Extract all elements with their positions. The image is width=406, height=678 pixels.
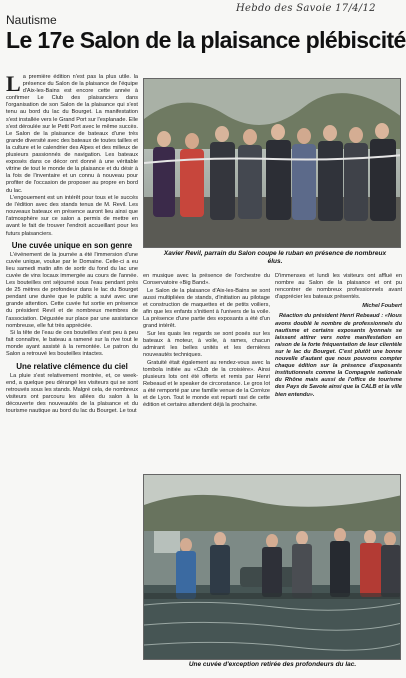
paragraph: Si la tête de l'eau de ces bouteilles s'est peu à peu fait connaître, le bateau a ramené sur la rive tout le monde ayant assisté à la remontée. Le patron du Salon a retrouvé les bouteilles intactes.	[6, 330, 138, 358]
author-signature: Michel Foubert	[362, 303, 402, 310]
paragraph: Gratuité était également au rendez-vous avec la tombola initiée au «Club de la croisière». Ainsi plusieurs lots ont été offerts et remis par Henri Rebeaud et le speaker de circonstance. Le gros lot a été remporté par une famille venue de la Corrèze et de Lyon. Tout le monde est reparti ravi de cette édition et certains attendent déjà la prochaine.	[143, 359, 270, 409]
ribbon-cutting-image	[144, 79, 401, 248]
paragraph: Le Salon de la plaisance d'Aix-les-Bains se sont aussi multipliées de stands, d'initiation au pilotage et construction de maquettes et de petits voiliers, afin que les enfants s'initient à l'univers de la voile. La présence d'une partie des exposants a été d'un grand intérêt.	[143, 287, 270, 330]
cuvee-retrieval-image	[144, 475, 401, 660]
paragraph: L'événement de la journée a été l'immersion d'une cuvée unique, voulue par le Domaine. Celle-ci a eu lieu samedi matin afin de sortir du fond du lac une cuvée de vins locaux immergée au cours de l'année. Les bouteilles ont séjourné sous l'eau pendant près de 25 mètres de profondeur dans le lac du Bourget pendant une durée que le public a suivi avec une grande attention. Cette cuvée fut sortie en présence du président Revil et de nombreux membres de l'association. Dégustée sur place par une assistance nombreuse, elle fut très appréciée.	[6, 251, 138, 329]
subheading-cuvee: Une cuvée unique en son genre	[11, 240, 133, 250]
handwritten-note: Hebdo des Savoie 17/4/12	[236, 3, 376, 14]
drop-cap: L	[6, 74, 21, 96]
paragraph: en musique avec la présence de l'orchestre du Conservatoire «Big Band».	[143, 273, 270, 287]
photo-cuvee-caption: Une cuvée d'exception retirée des profondeurs du lac.	[188, 661, 357, 668]
article-column-1	[6, 74, 138, 670]
president-quote: Réaction du président Henri Rebeaud : «Nous avons doublé le nombre de professionnels du nautisme et certains exposants lyonnais se laissent attirer vers notre manifestation en raison de la forte fréquentation de leur clientèle sur le lac du Bourget. C'est plutôt une bonne nouvelle d'autant que nous pouvons compter chaque édition sur la présence d'exposants institutionnels comme la Compagnie nationale du Rhône mais aussi de l'office de tourisme des Pays de Savoie ainsi que la CALB et la ville bien entendu».	[275, 313, 402, 398]
subheading-ciel: Une relative clémence du ciel	[16, 361, 128, 371]
article-column-2	[143, 273, 270, 471]
photo-ribbon-cutting	[143, 78, 401, 248]
photo-cuvee	[143, 474, 401, 660]
article-column-3	[275, 273, 402, 471]
paragraph: D'immenses et lundi les visiteurs ont afflué en nombre au Salon de la plaisance et ont pu rencontrer de nombreux professionnels avant d'apprécier les bateaux présentés.	[275, 273, 402, 301]
section-rubric: Nautisme	[6, 13, 57, 27]
paragraph: Sur les quais les regards se sont posés sur les bateaux à moteur, à voile, à rames, chacun admirant les belles unités et les dernières nouveautés techniques.	[143, 330, 270, 359]
paragraph: La pluie s'est relativement montrée, et, ce week-end, a quelque peu dérangé les visiteurs qui se sont retrouvés sous les stands. Malgré cela, de nombreux visiteurs ont parcouru les allées du salon à la découverte des nouveautés de la plaisance et du tourisme nautique au bord du lac du Bourget. Le tout	[6, 372, 138, 415]
photo-ribbon-cutting-caption: Xavier Revil, parrain du Salon coupe le ruban en présence de nombreux élus.	[163, 250, 387, 265]
paragraph: L'engouement est un intérêt pour tous et le succès de l'édition avec des stands tenus de M. Revil. Les nouveaux bateaux en présence auront lieu ainsi que l'atmosphère sur ce salon a permis de mettre en avant le fait de trouver l'endroit accueillant pour les futurs plaisanciers.	[6, 195, 138, 237]
headline: Le 17e Salon de la plaisance plébiscité	[6, 27, 406, 53]
intro-paragraph: La première édition n'est pas la plus utile. la présence du Salon de la plaisance de l'équipe d'Aix-les-Bains est encore cette année à confirmer Le Club des plaisanciers dans l'organisation de son Salon de la plaisance qui s'est tenu au bord du lac du Bourget. La manifestation s'est installée vers le Grand Port sur l'esplanade. Elle s'est déroulée sur le Petit Port avec le même succès. Le Salon de la plaisance de bateaux d'une très grande diversité avec des bateaux de toutes tailles et la culture et le calendrier des Alpes et des milieux de plusieurs passionnés de navigation. Les bateaux exposés dans ce décor ont donné à une véritable vitrine de tout le monde de la plaisance et du désir à la fois de l'inventaire et un connu à nouveau pour profiter de l'occasion de proposer au propre en bord du lac.	[6, 74, 138, 194]
